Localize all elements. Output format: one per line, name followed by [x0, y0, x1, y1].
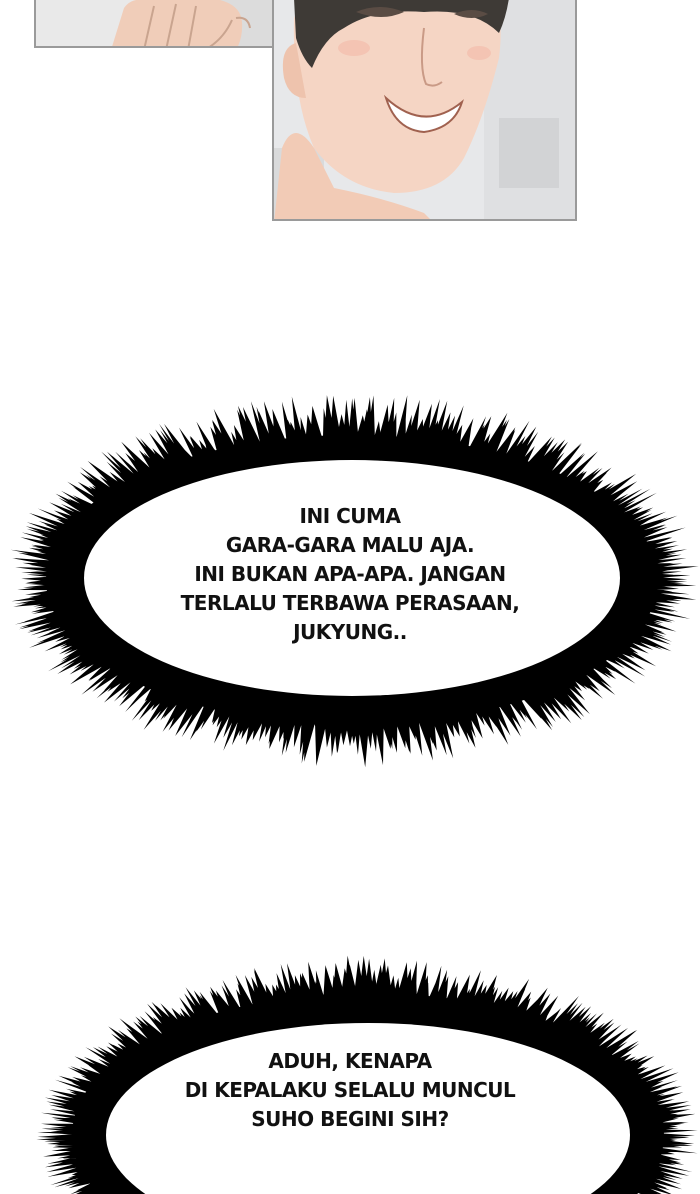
comic-panel-smiling-man: [272, 0, 577, 221]
bubble-2-line: DI KEPALAKU SELALU MUNCUL: [184, 1078, 516, 1102]
thought-bubble-1: [0, 370, 700, 790]
thought-bubble-2: [0, 935, 700, 1194]
bubble-1-line: JUKYUNG..: [293, 620, 407, 644]
bubble-2-text: [0, 1047, 700, 1134]
bubble-2-line: SUHO BEGINI SIH?: [251, 1107, 449, 1131]
bubble-2-line: ADUH, KENAPA: [268, 1049, 432, 1073]
bubble-1-line: INI BUKAN APA-APA. JANGAN: [194, 562, 506, 586]
bubble-1-line: TERLALU TERBAWA PERASAAN,: [180, 591, 520, 615]
bubble-1-line: INI CUMA: [299, 504, 401, 528]
bubble-1-line: GARA-GARA MALU AJA.: [225, 533, 475, 557]
hand-illustration: [36, 0, 276, 48]
bubble-1-text: [0, 502, 700, 647]
comic-panel-hand: [34, 0, 276, 48]
smiling-man-illustration: [274, 0, 577, 221]
